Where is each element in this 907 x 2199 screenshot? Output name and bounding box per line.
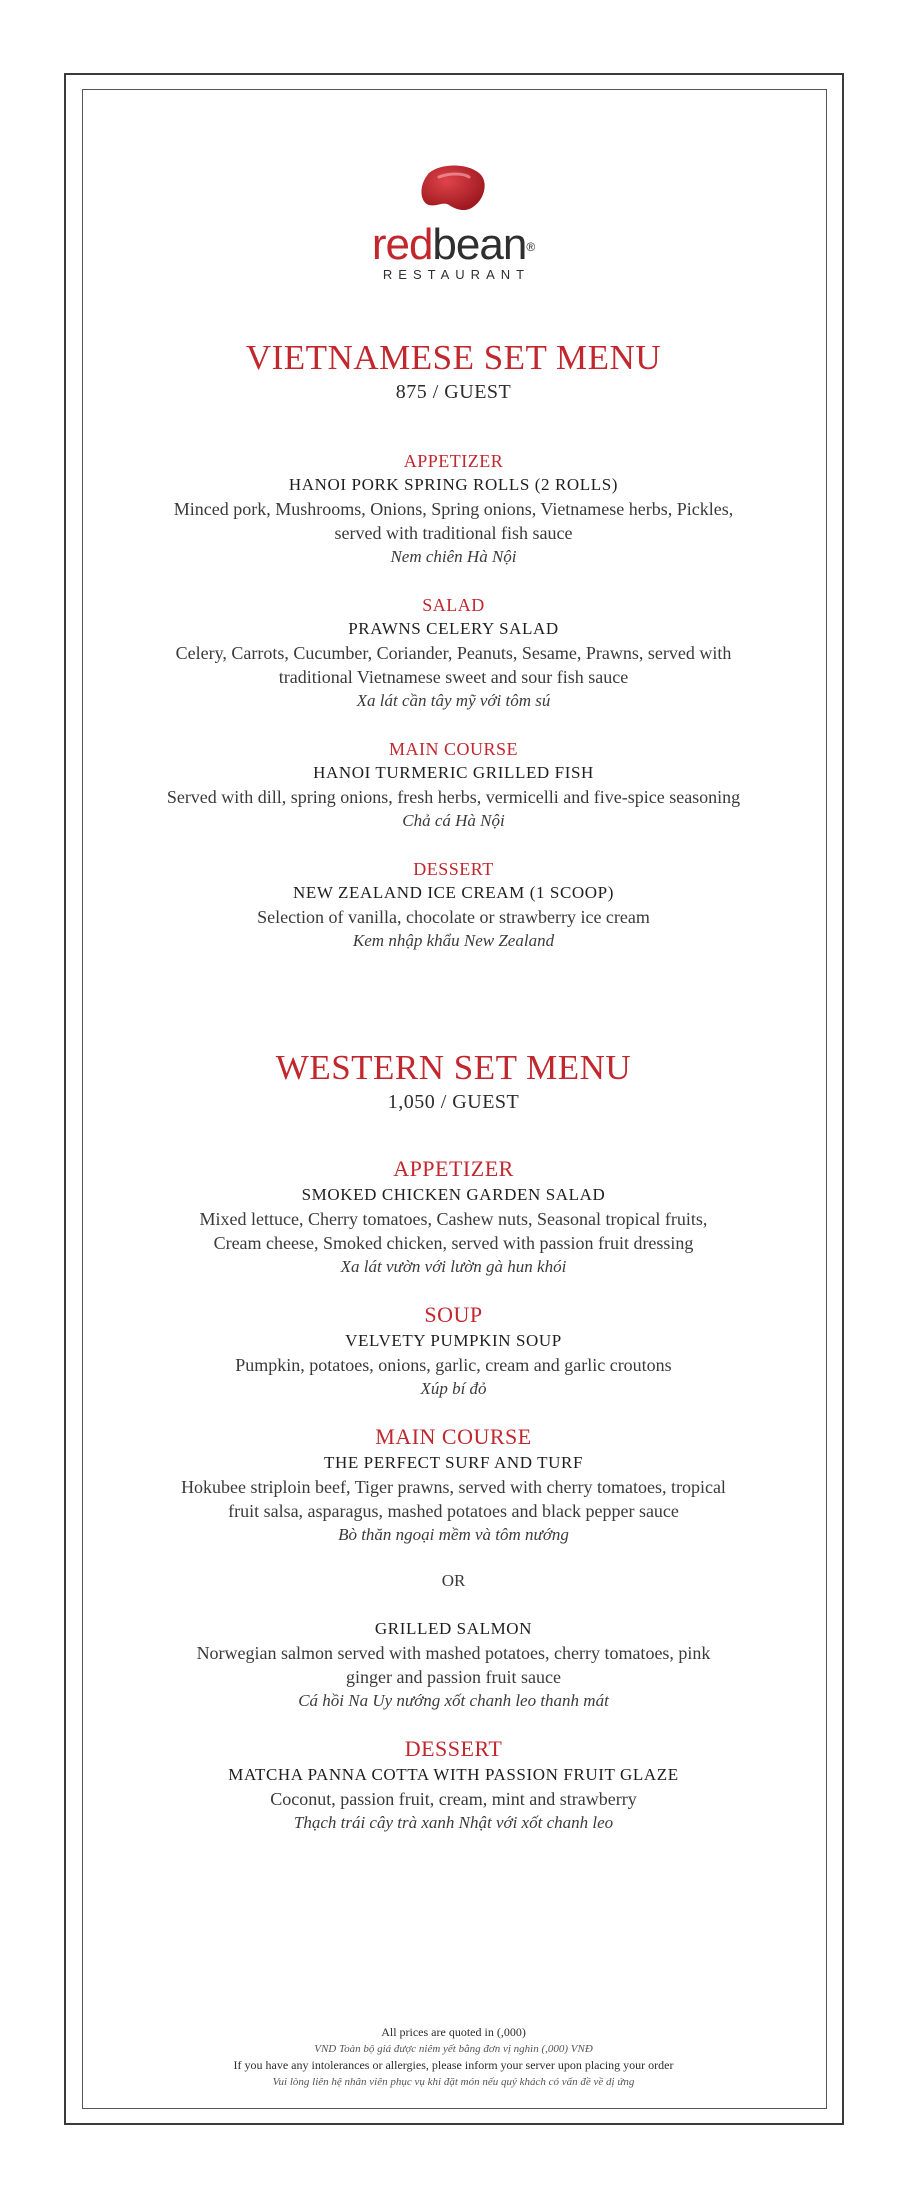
course-salad bbox=[100, 593, 807, 713]
brand-name-red: red bbox=[371, 220, 433, 269]
dish-description: fruit salsa, asparagus, mashed potatoes and black pepper sauce bbox=[228, 1501, 679, 1521]
dish-name: GRILLED SALMON bbox=[374, 1619, 533, 1638]
dish-vietnamese-name: Xúp bí đỏ bbox=[420, 1379, 487, 1398]
dish-name: SMOKED CHICKEN GARDEN SALAD bbox=[301, 1185, 606, 1204]
course-soup bbox=[100, 1301, 807, 1401]
price-note-vietnamese: VND Toàn bộ giá được niêm yết bằng đơn vị nghìn (,000) VNĐ bbox=[314, 2043, 593, 2055]
bean-icon bbox=[419, 165, 489, 215]
brand-name-dark: bean bbox=[432, 220, 527, 269]
dish-name: HANOI PORK SPRING ROLLS (2 ROLLS) bbox=[288, 475, 619, 494]
allergy-note: If you have any intolerances or allergies, please inform your server upon placing your order bbox=[233, 2058, 674, 2072]
brand-subtitle: RESTAURANT bbox=[382, 267, 531, 282]
dish-description: Selection of vanilla, chocolate or strawberry ice cream bbox=[257, 907, 650, 927]
dish-description: traditional Vietnamese sweet and sour fish sauce bbox=[278, 667, 629, 687]
dish-description: served with traditional fish sauce bbox=[334, 523, 573, 543]
allergy-note-vietnamese: Vui lòng liên hệ nhân viên phục vụ khi đặt món nếu quý khách có vấn đề về dị ứng bbox=[272, 2076, 635, 2088]
dish-vietnamese-name: Xa lát vườn với lườn gà hun khói bbox=[340, 1257, 567, 1276]
course-label: MAIN COURSE bbox=[375, 1424, 532, 1449]
dish-vietnamese-name: Xa lát cần tây mỹ với tôm sú bbox=[356, 691, 551, 710]
dish-description: Norwegian salmon served with mashed potatoes, cherry tomatoes, pink bbox=[196, 1643, 711, 1663]
or-separator: OR bbox=[441, 1571, 466, 1590]
vietnamese-menu bbox=[100, 337, 807, 953]
course-main bbox=[100, 1423, 807, 1713]
dish-vietnamese-name: Chả cá Hà Nội bbox=[402, 811, 505, 830]
course-appetizer bbox=[100, 449, 807, 569]
price-note: All prices are quoted in (,000) bbox=[381, 2025, 526, 2039]
course-main bbox=[100, 737, 807, 833]
menu-price: 875 / GUEST bbox=[395, 381, 512, 403]
dish-name: VELVETY PUMPKIN SOUP bbox=[345, 1331, 562, 1350]
menu-title: WESTERN SET MENU bbox=[275, 1048, 632, 1087]
dish-vietnamese-name: Thạch trái cây trà xanh Nhật với xốt chanh leo bbox=[293, 1813, 614, 1832]
footer-notes bbox=[100, 2024, 807, 2090]
dish-description: Minced pork, Mushrooms, Onions, Spring onions, Vietnamese herbs, Pickles, bbox=[173, 499, 734, 519]
dish-name: NEW ZEALAND ICE CREAM (1 SCOOP) bbox=[293, 883, 614, 902]
dish-name: MATCHA PANNA COTTA WITH PASSION FRUIT GLAZE bbox=[228, 1765, 679, 1784]
course-label: DESSERT bbox=[404, 1736, 503, 1761]
dish-name: PRAWNS CELERY SALAD bbox=[348, 619, 559, 638]
course-dessert bbox=[100, 1735, 807, 1835]
dish-vietnamese-name: Nem chiên Hà Nội bbox=[390, 547, 517, 566]
dish-description: ginger and passion fruit sauce bbox=[346, 1667, 561, 1687]
dish-description: Mixed lettuce, Cherry tomatoes, Cashew nuts, Seasonal tropical fruits, bbox=[199, 1209, 708, 1229]
dish-name: THE PERFECT SURF AND TURF bbox=[323, 1453, 584, 1472]
dish-vietnamese-name: Cá hồi Na Uy nướng xốt chanh leo thanh mát bbox=[298, 1691, 609, 1710]
dish-description: Hokubee striploin beef, Tiger prawns, served with cherry tomatoes, tropical bbox=[181, 1477, 726, 1497]
menu-title: VIETNAMESE SET MENU bbox=[245, 338, 662, 377]
brand-wordmark bbox=[0, 220, 907, 269]
dish-description: Coconut, passion fruit, cream, mint and strawberry bbox=[270, 1789, 637, 1809]
dish-description: Pumpkin, potatoes, onions, garlic, cream and garlic croutons bbox=[235, 1355, 672, 1375]
brand-logo bbox=[0, 165, 907, 282]
registered-mark: ® bbox=[526, 240, 536, 254]
western-menu bbox=[100, 1047, 807, 1835]
dish-vietnamese-name: Bò thăn ngoại mềm và tôm nướng bbox=[338, 1525, 569, 1544]
course-label: APPETIZER bbox=[403, 451, 504, 471]
dish-description: Cream cheese, Smoked chicken, served with passion fruit dressing bbox=[213, 1233, 694, 1253]
course-dessert bbox=[100, 857, 807, 953]
dish-description: Served with dill, spring onions, fresh herbs, vermicelli and five-spice seasoning bbox=[166, 787, 741, 807]
course-label: MAIN COURSE bbox=[388, 739, 518, 759]
course-label: DESSERT bbox=[413, 859, 494, 879]
course-label: SOUP bbox=[424, 1302, 483, 1327]
menu-price: 1,050 / GUEST bbox=[387, 1091, 520, 1113]
course-label: SALAD bbox=[422, 595, 485, 615]
dish-name: HANOI TURMERIC GRILLED FISH bbox=[313, 763, 594, 782]
dish-description: Celery, Carrots, Cucumber, Coriander, Peanuts, Sesame, Prawns, served with bbox=[175, 643, 732, 663]
dish-vietnamese-name: Kem nhập khẩu New Zealand bbox=[352, 931, 555, 950]
course-label: APPETIZER bbox=[393, 1156, 514, 1181]
course-appetizer bbox=[100, 1155, 807, 1279]
